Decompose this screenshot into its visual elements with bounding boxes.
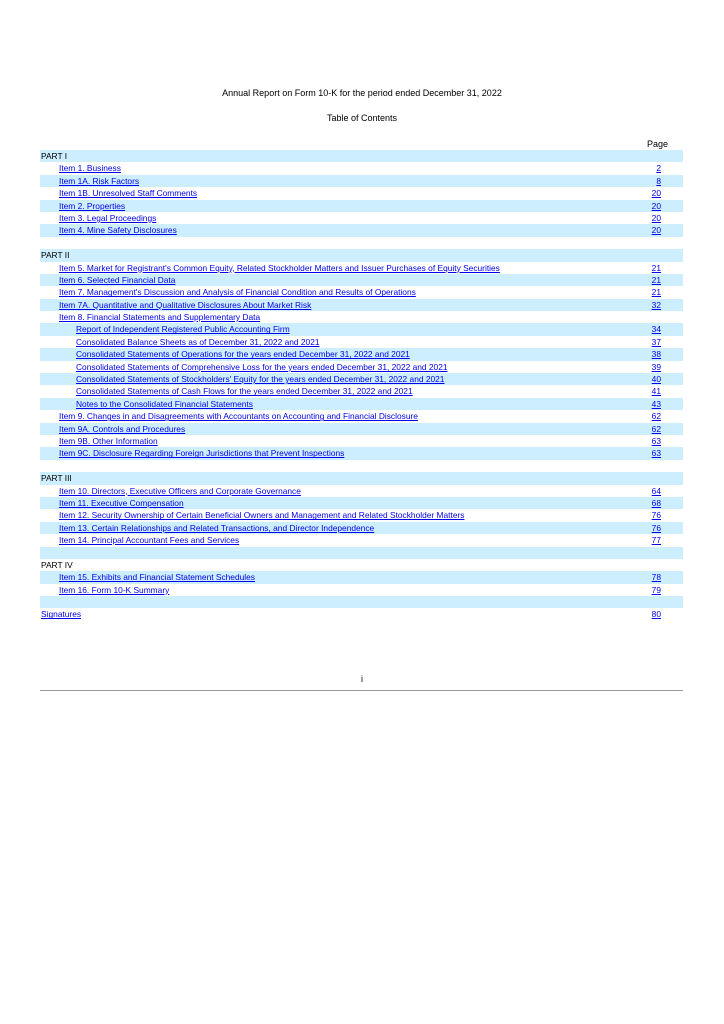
toc-entry-link[interactable]: Item 8. Financial Statements and Supplementary Data: [59, 312, 261, 323]
toc-entry-link[interactable]: Consolidated Statements of Cash Flows for the years ended December 31, 2022 and 2021: [76, 386, 413, 397]
toc-spacer-row: [40, 460, 683, 472]
toc-part-heading: [40, 559, 683, 571]
toc-row: [40, 361, 683, 373]
toc-row: [40, 410, 683, 422]
toc-page-link[interactable]: 62: [651, 423, 661, 434]
toc-part-heading: [40, 249, 683, 261]
toc-page-link[interactable]: 63: [651, 435, 661, 446]
toc-entry-link[interactable]: Item 10. Directors, Executive Officers and Corporate Governance: [59, 485, 301, 496]
toc-entry-link[interactable]: Item 12. Security Ownership of Certain Beneficial Owners and Management and Related Stockholder Matters: [59, 510, 465, 521]
toc-page-link[interactable]: 76: [651, 510, 661, 521]
page-column-header: Page: [646, 139, 668, 149]
toc-entry-link[interactable]: Consolidated Balance Sheets as of December 31, 2022 and 2021: [76, 336, 320, 347]
toc-row: [40, 224, 683, 236]
toc-page-link[interactable]: 37: [651, 336, 661, 347]
toc-entry-link[interactable]: Signatures: [41, 609, 82, 620]
toc-row: [40, 509, 683, 521]
toc-page-link[interactable]: 40: [651, 374, 661, 385]
toc-row: [40, 373, 683, 385]
toc-entry-link[interactable]: Item 7. Management's Discussion and Analysis of Financial Condition and Results of Operations: [59, 287, 416, 298]
toc-entry-link[interactable]: Consolidated Statements of Comprehensive Loss for the years ended December 31, 2022 and 2021: [76, 361, 448, 372]
toc-entry-link[interactable]: Item 1B. Unresolved Staff Comments: [59, 188, 198, 199]
toc-row: [40, 187, 683, 199]
toc-row: [40, 162, 683, 174]
toc-entry-link[interactable]: Notes to the Consolidated Financial Statements: [76, 398, 253, 409]
toc-row: [40, 262, 683, 274]
toc-row: [40, 175, 683, 187]
toc-page-link[interactable]: 79: [651, 584, 661, 595]
toc-page-link[interactable]: 43: [651, 398, 661, 409]
toc-entry-link[interactable]: Item 9C. Disclosure Regarding Foreign Jurisdictions that Prevent Inspections: [59, 448, 345, 459]
toc-page-link[interactable]: 20: [651, 200, 661, 211]
toc-page-link[interactable]: 63: [651, 448, 661, 459]
toc-row: [40, 336, 683, 348]
toc-entry-link[interactable]: Item 7A. Quantitative and Qualitative Disclosures About Market Risk: [59, 299, 312, 310]
toc-title: Table of Contents: [326, 113, 398, 123]
footer-rule: [40, 690, 683, 691]
toc-entry-link[interactable]: Item 9B. Other Information: [59, 435, 158, 446]
toc-entry-link[interactable]: Item 14. Principal Accountant Fees and Services: [59, 535, 240, 546]
toc-row: [40, 323, 683, 335]
toc-row: [40, 522, 683, 534]
toc-entry-link[interactable]: Item 1. Business: [59, 163, 121, 174]
toc-spacer-row: [40, 237, 683, 249]
toc-entry-link[interactable]: Report of Independent Registered Public Accounting Firm: [76, 324, 290, 335]
toc-row: [40, 608, 683, 620]
toc-page-link[interactable]: 8: [656, 175, 661, 186]
toc-entry-link[interactable]: Item 16. Form 10-K Summary: [59, 584, 170, 595]
toc-part-label: PART III: [41, 473, 72, 484]
toc-entry-link[interactable]: Item 3. Legal Proceedings: [59, 212, 157, 223]
toc-part-label: PART I: [41, 151, 68, 161]
toc-page-link[interactable]: 32: [651, 299, 661, 310]
toc-page-link[interactable]: 39: [651, 361, 661, 372]
toc-page-link[interactable]: 41: [651, 386, 661, 397]
toc-page-link[interactable]: 64: [651, 485, 661, 496]
toc-row: [40, 200, 683, 212]
toc-page-link[interactable]: 2: [656, 163, 661, 174]
toc-spacer-row: [40, 547, 683, 559]
toc-page-link[interactable]: 34: [651, 324, 661, 335]
toc-page-link[interactable]: 21: [651, 274, 661, 285]
toc-page-link[interactable]: 20: [651, 188, 661, 199]
toc-row: [40, 534, 683, 546]
toc-page-link[interactable]: 68: [651, 497, 661, 508]
toc-page-link[interactable]: 21: [651, 262, 661, 273]
toc-entry-link[interactable]: Item 15. Exhibits and Financial Statement Schedules: [59, 572, 255, 583]
toc-row: [40, 435, 683, 447]
toc-page-link[interactable]: 62: [651, 411, 661, 422]
toc-entry-link[interactable]: Item 13. Certain Relationships and Related Transactions, and Director Independence: [59, 522, 375, 533]
toc-page-link[interactable]: 21: [651, 287, 661, 298]
toc-page-link[interactable]: 80: [651, 609, 661, 620]
toc-page-link[interactable]: 20: [651, 225, 661, 236]
toc-row: [40, 398, 683, 410]
toc-row: [40, 423, 683, 435]
footer-page-number: i: [361, 674, 363, 684]
toc-part-label: PART II: [41, 250, 70, 261]
toc-entry-link[interactable]: Item 11. Executive Compensation: [59, 497, 184, 508]
toc-page-link[interactable]: 38: [651, 349, 661, 360]
toc-row: [40, 274, 683, 286]
toc-page-link[interactable]: 78: [651, 572, 661, 583]
toc-row: [40, 497, 683, 509]
toc-row: [40, 485, 683, 497]
table-of-contents: [40, 150, 683, 621]
toc-row: [40, 584, 683, 596]
toc-entry-link[interactable]: Consolidated Statements of Operations for the years ended December 31, 2022 and 2021: [76, 349, 410, 360]
toc-row: [40, 385, 683, 397]
toc-entry-link[interactable]: Item 5. Market for Registrant's Common Equity, Related Stockholder Matters and Issuer Purchases of Equity Securities: [59, 262, 500, 273]
toc-entry-link[interactable]: Item 6. Selected Financial Data: [59, 274, 176, 285]
toc-page-link[interactable]: 76: [651, 522, 661, 533]
toc-row: [40, 286, 683, 298]
toc-row: [40, 311, 683, 323]
toc-row: [40, 447, 683, 459]
toc-entry-link[interactable]: Item 4. Mine Safety Disclosures: [59, 225, 177, 236]
toc-row: [40, 212, 683, 224]
toc-entry-link[interactable]: Item 2. Properties: [59, 200, 126, 211]
toc-page-link[interactable]: 77: [651, 535, 661, 546]
toc-entry-link[interactable]: Item 1A. Risk Factors: [59, 175, 140, 186]
document-title: Annual Report on Form 10-K for the period ended December 31, 2022: [222, 88, 502, 98]
toc-part-heading: [40, 472, 683, 484]
toc-spacer-row: [40, 596, 683, 608]
toc-part-label: PART IV: [41, 559, 73, 570]
toc-entry-link[interactable]: Consolidated Statements of Stockholders' Equity for the years ended December 31, 2022 and 2021: [76, 374, 445, 385]
toc-page-link[interactable]: 20: [651, 212, 661, 223]
toc-part-heading: [40, 150, 683, 162]
toc-row: [40, 571, 683, 583]
toc-row: [40, 299, 683, 311]
toc-row: [40, 348, 683, 360]
toc-entry-link[interactable]: Item 9. Changes in and Disagreements with Accountants on Accounting and Financial Disclosure: [59, 411, 418, 422]
toc-entry-link[interactable]: Item 9A. Controls and Procedures: [59, 423, 186, 434]
